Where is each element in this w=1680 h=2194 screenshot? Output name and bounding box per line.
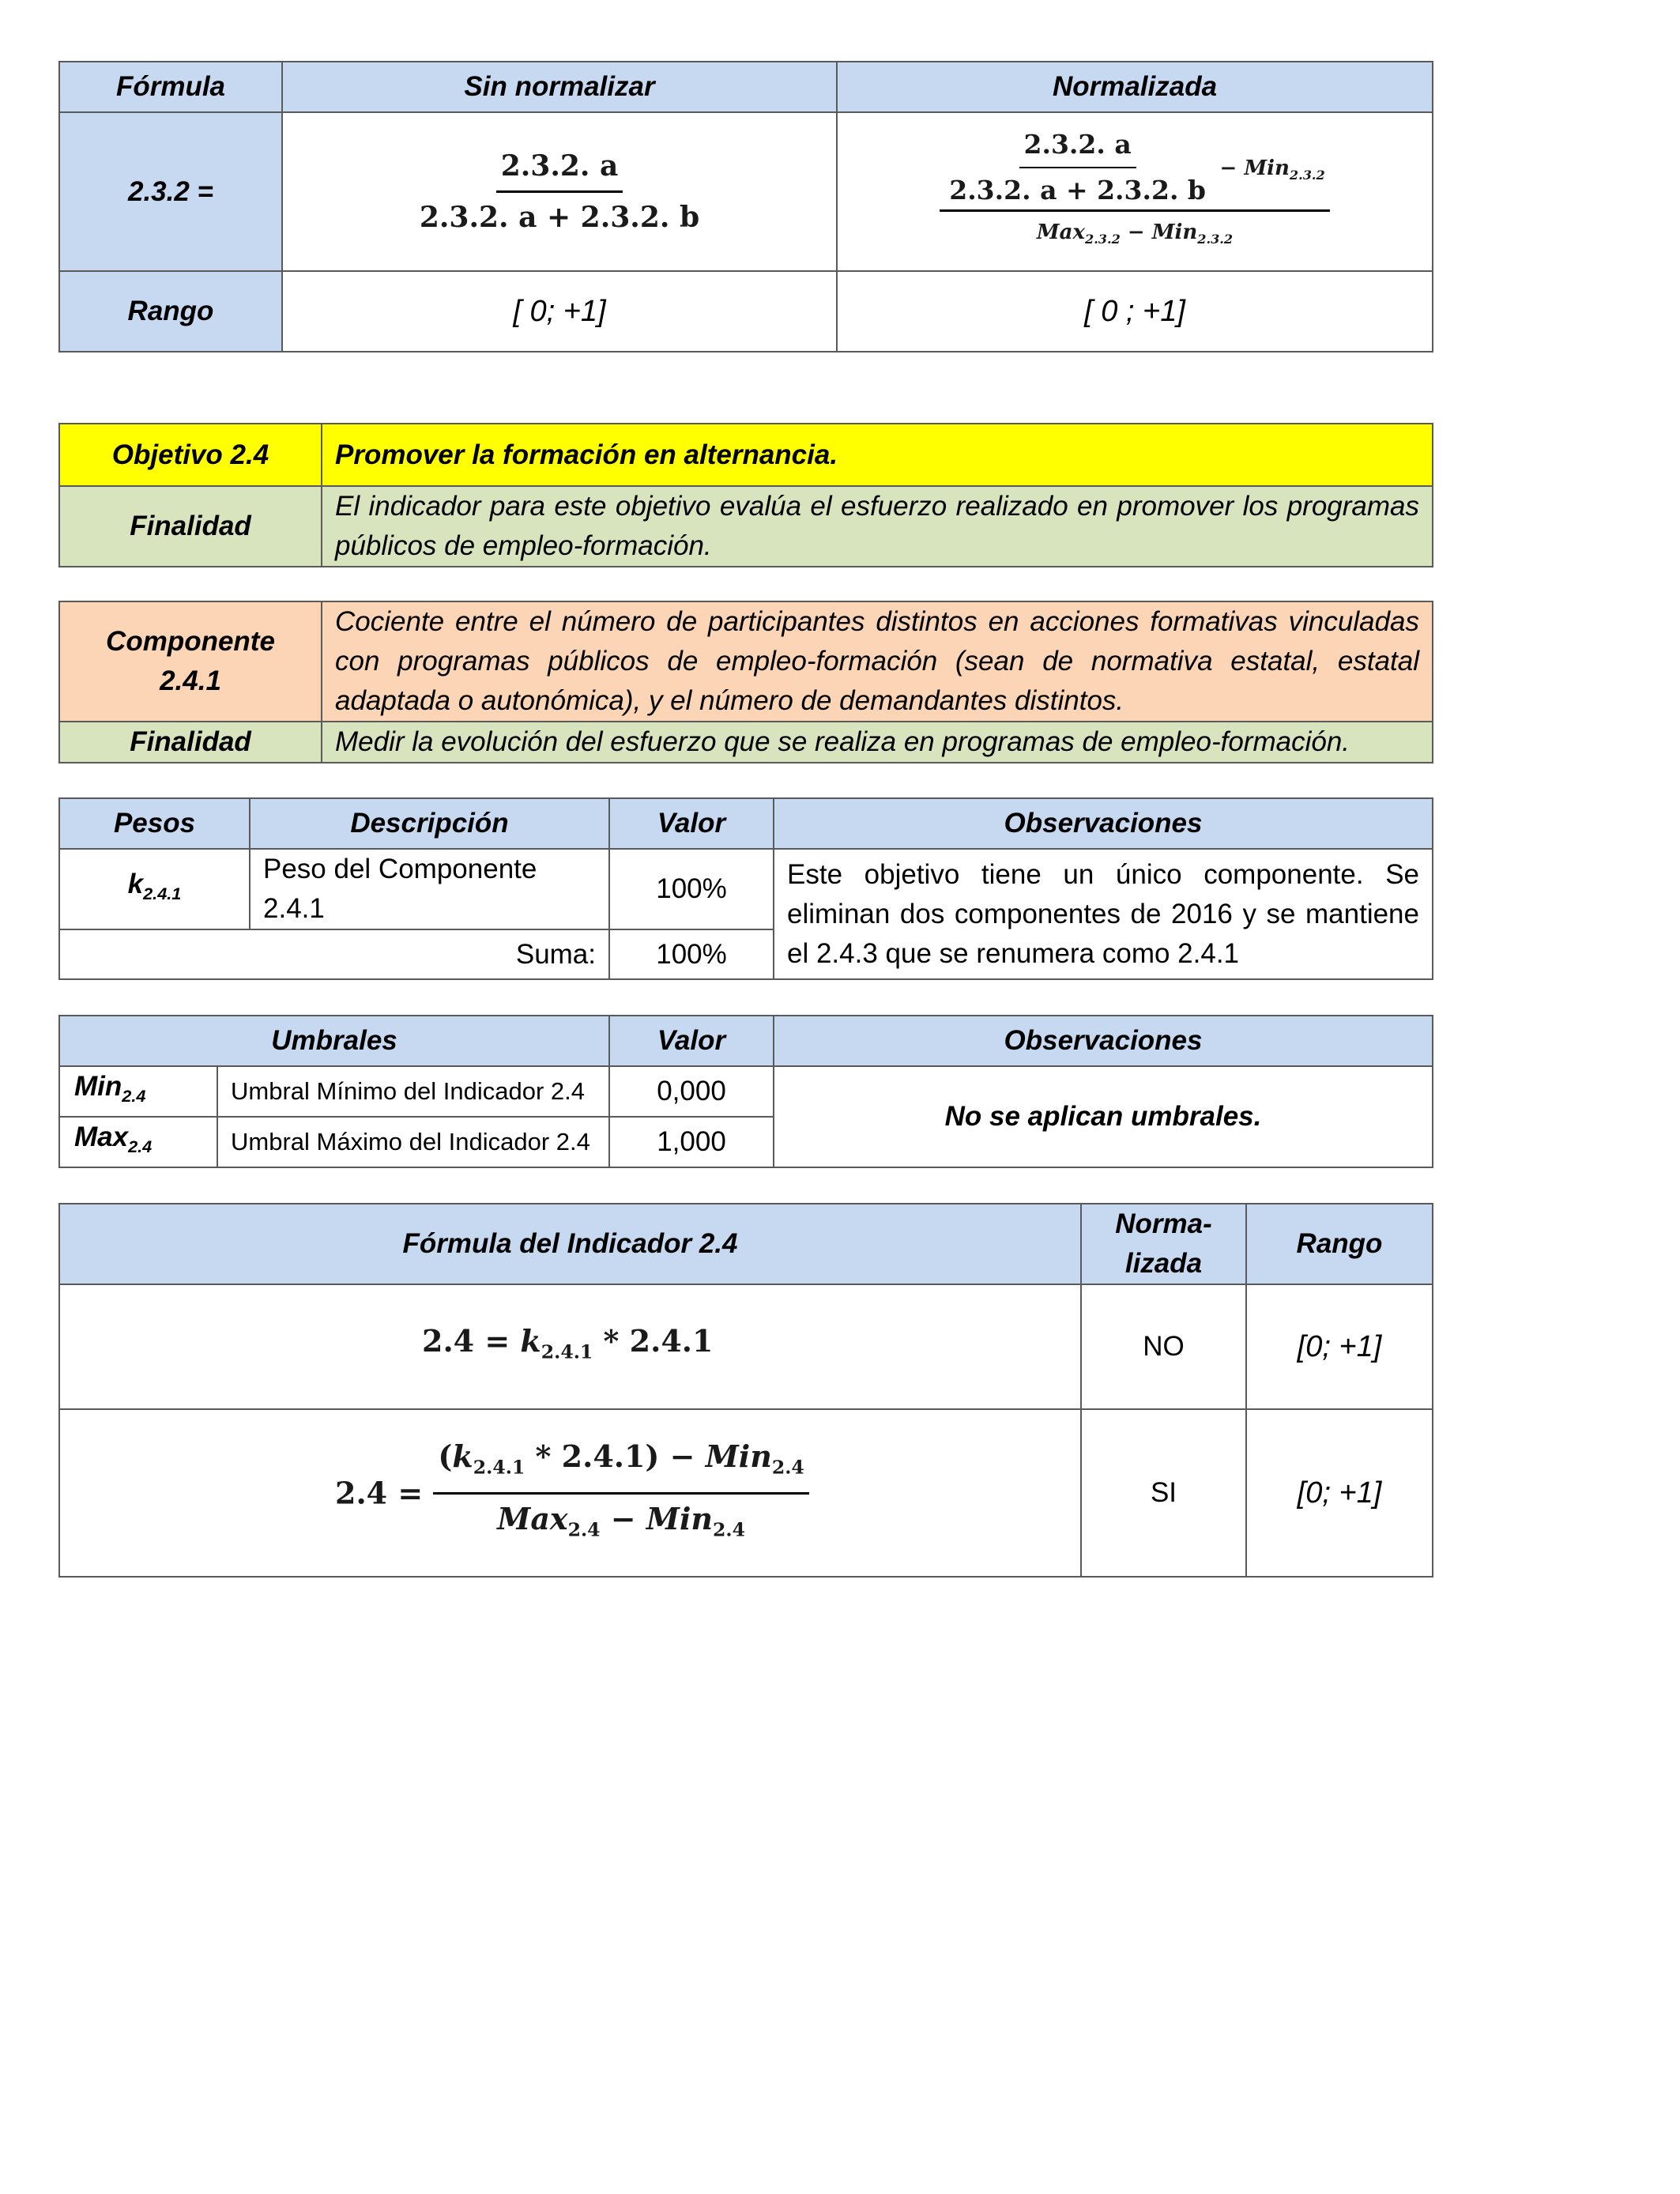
max-description: Umbral Máximo del Indicador 2.4 — [217, 1117, 609, 1167]
componente-text: Cociente entre el número de participantes distintos en acciones formativas vinculadas con programas públicos de empleo-formación (sean de normativa estatal, estatal adaptada o autonómica), y el número de demandantes distintos. — [322, 601, 1433, 722]
formula-indicador-table — [58, 1203, 1433, 1578]
formula-normalized-inner: $\frac{2.3.2. a}{2.3.2. a + 2.3.2. b}$ — [949, 129, 1206, 206]
row1-range: [0; +1] — [1246, 1284, 1433, 1409]
indicator-formula-normalized: 2.4 = $\frac{(k_{2.4.1} * 2.4.1) - Min_{2.4}}{Max_{2.4} - Min_{2.4}}$ — [335, 1472, 809, 1508]
componente-table — [58, 601, 1433, 763]
indicator-formula-plain: $2.4 = k_{2.4.1} * 2.4.1$ — [422, 1323, 714, 1363]
umbrales-observaciones: No se aplican umbrales. — [774, 1066, 1433, 1167]
row1-normalized: NO — [1081, 1284, 1246, 1409]
componente-finalidad-text: Medir la evolución del esfuerzo que se realiza en programas de empleo-formación. — [322, 722, 1433, 763]
range-sin-normalizar: [ 0; +1] — [282, 271, 837, 352]
peso-observaciones: Este objetivo tiene un único componente. Se eliminan dos componentes de 2016 y se mantiene el 2.4.3 que se renumera como 2.4.1 — [774, 849, 1433, 979]
header-umbrales: Umbrales — [59, 1016, 609, 1066]
header-valor-umbral: Valor — [609, 1016, 774, 1066]
rango-label: Rango — [59, 271, 282, 352]
finalidad-text: El indicador para este objetivo evalúa el esfuerzo realizado en promover los programas públicos de empleo-formación. — [322, 486, 1433, 567]
max-label: Max$_{2.4}$ — [59, 1117, 217, 1167]
header-normalizada-indicador: Norma- lizada — [1081, 1204, 1246, 1284]
header-valor: Valor — [609, 798, 774, 849]
componente-finalidad-label: Finalidad — [59, 722, 322, 763]
finalidad-label: Finalidad — [59, 486, 322, 567]
componente-label: Componente 2.4.1 — [59, 601, 322, 722]
row2-normalized: SI — [1081, 1409, 1246, 1577]
header-formula-indicador: Fórmula del Indicador 2.4 — [59, 1204, 1081, 1284]
range-normalizada: [ 0 ; +1] — [837, 271, 1433, 352]
header-rango-indicador: Rango — [1246, 1204, 1433, 1284]
formula-simple-num: 2.3.2. a — [496, 146, 623, 193]
header-descripcion: Descripción — [250, 798, 609, 849]
min-value: 0,000 — [609, 1066, 774, 1117]
pesos-table — [58, 797, 1433, 980]
max-value: 1,000 — [609, 1117, 774, 1167]
indicator-formula-normalized-cell — [59, 1409, 1081, 1577]
peso-description: Peso del Componente 2.4.1 — [250, 849, 609, 929]
min-label: Min$_{2.4}$ — [59, 1066, 217, 1117]
header-observaciones-umbral: Observaciones — [774, 1016, 1433, 1066]
objective-label: Objetivo 2.4 — [59, 424, 322, 486]
peso-value: 100% — [609, 849, 774, 929]
indicator-formula-plain-cell — [59, 1284, 1081, 1409]
min-description: Umbral Mínimo del Indicador 2.4 — [217, 1066, 609, 1117]
formula-normalized-cell — [837, 112, 1433, 271]
objective-text: Promover la formación en alternancia. — [322, 424, 1433, 486]
header-pesos: Pesos — [59, 798, 250, 849]
objetivo-table — [58, 423, 1433, 567]
row2-range: [0; +1] — [1246, 1409, 1433, 1577]
suma-label: Suma: — [59, 929, 609, 979]
formula-label: 2.3.2 = — [59, 112, 282, 271]
formula-simple-cell — [282, 112, 837, 271]
umbrales-table — [58, 1015, 1433, 1168]
peso-k-label: $k_{2.4.1}$ — [59, 849, 250, 929]
formula-2-3-2-table — [58, 61, 1433, 352]
suma-value: 100% — [609, 929, 774, 979]
header-sin-normalizar: Sin normalizar — [282, 62, 837, 112]
formula-simple-den: 2.3.2. a + 2.3.2. b — [419, 201, 700, 234]
formula-normalized: $\frac{2.3.2. a}{2.3.2. a + 2.3.2. b}$ − Min$_{2.3.2}$ Max$_{2.3.2}$ − Min$_{2.3.2}$ — [940, 127, 1330, 255]
formula-simple — [415, 146, 704, 237]
header-normalizada: Normalizada — [837, 62, 1433, 112]
header-formula: Fórmula — [59, 62, 282, 112]
header-observaciones: Observaciones — [774, 798, 1433, 849]
